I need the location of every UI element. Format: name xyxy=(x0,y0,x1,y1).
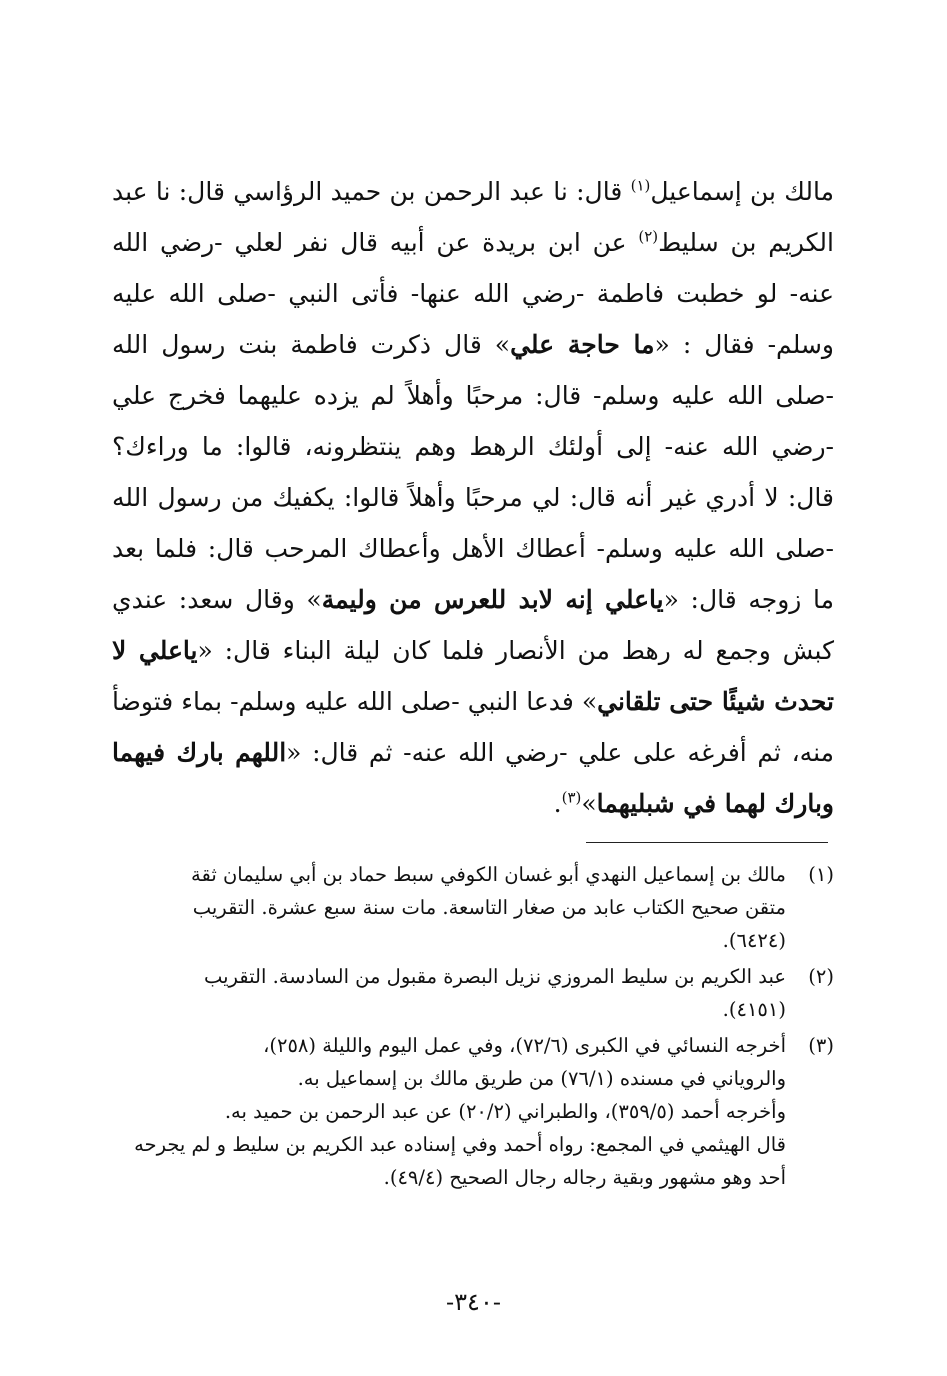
hadith-quote-4: اللهم بارك فيهما وبارك لهما في شبليهما xyxy=(112,738,834,818)
footnote-line: عبد الكريم بن سليط المروزي نزيل البصرة مقبول من السادسة. التقريب xyxy=(203,965,786,988)
footnote-3 xyxy=(112,1029,834,1194)
text-run: » فدعا النبي -صلى الله عليه وسلم- بماء فتوضأ منه، ثم أفرغه على علي -رضي الله عنه- ثم قال: « xyxy=(112,687,835,767)
footnote-line: أخرجه النسائي في الكبرى (٧٢/٦)، وفي عمل اليوم والليلة (٢٥٨)، xyxy=(263,1034,786,1057)
page-number: -٣٤٠- xyxy=(446,1288,501,1316)
footnote-line: (٤١٥١). xyxy=(722,998,786,1021)
footnote-line: أحد وهو مشهور وبقية رجاله رجال الصحيح (٤٩/٤). xyxy=(383,1166,786,1189)
footnote-line: مالك بن إسماعيل النهدي أبو غسان الكوفي سبط حماد بن أبي سليمان ثقة xyxy=(191,863,786,886)
footnote-number: (٢) xyxy=(808,965,834,988)
footnote-line: (٦٤٢٤). xyxy=(722,929,786,952)
text-run: قال: نا عبد الرحمن بن حميد الرؤاسي قال: نا عبد الكريم بن سليط xyxy=(112,177,834,257)
footnote-ref-2: (٢) xyxy=(638,227,659,246)
footnotes xyxy=(112,858,834,1197)
text-run: » xyxy=(581,789,597,818)
footnote-number: (١) xyxy=(808,863,834,886)
footnote-separator xyxy=(586,842,828,843)
footnote-ref-3: (٣) xyxy=(561,788,582,807)
text-run: عن ابن بريدة عن أبيه قال نفر لعلي -رضي الله عنه- لو خطبت فاطمة -رضي الله عنها- فأتى النبي -صلى الله عليه وسلم- فقال : « xyxy=(112,228,834,359)
main-paragraph xyxy=(112,166,834,829)
text-run: » قال ذكرت فاطمة بنت رسول الله -صلى الله عليه وسلم- قال: مرحبًا وأهلاً لم يزده عليهما فخرج علي -رضي الله عنه- إلى أولئك الرهط وهم ينتظرونه، قالوا: ما وراءك؟ قال: لا أدري غير أنه قال: لي مرحبًا وأهلاً قالوا: يكفيك من رسول الله -صلى الله عليه وسلم- أعطاك الأهل وأعطاك المرحب قال: فلما بعد ما زوجه قال: « xyxy=(112,330,834,614)
text-run: » وقال سعد: عندي كبش وجمع له رهط من الأنصار فلما كان ليلة البناء قال: « xyxy=(112,585,834,665)
footnote-2 xyxy=(112,960,834,1026)
text-run: مالك بن إسماعيل xyxy=(650,177,834,206)
footnote-line: والروياني في مسنده (٧٦/١) من طريق مالك بن إسماعيل به. xyxy=(297,1067,786,1090)
footnote-line: متقن صحيح الكتاب عابد من صغار التاسعة. مات سنة سبع عشرة. التقريب xyxy=(192,896,786,919)
footnote-line: وأخرجه أحمد (٣٥٩/٥)، والطبراني (٢٠/٢) عن عبد الرحمن بن حميد به. xyxy=(224,1100,786,1123)
footnote-1 xyxy=(112,858,834,957)
main-text xyxy=(112,166,834,829)
footnote-number: (٣) xyxy=(808,1034,834,1057)
hadith-quote-3: ياعلي لا تحدث شيئًا حتى تلقاني xyxy=(112,636,834,716)
hadith-quote-1: ما حاجة علي xyxy=(510,330,655,359)
text-run: . xyxy=(553,789,562,818)
footnote-line: قال الهيثمي في المجمع: رواه أحمد وفي إسناده عبد الكريم بن سليط و لم يجرحه xyxy=(134,1133,786,1156)
footnote-ref-1: (١) xyxy=(630,176,651,195)
hadith-quote-2: ياعلي إنه لابد للعرس من وليمة xyxy=(321,585,664,614)
